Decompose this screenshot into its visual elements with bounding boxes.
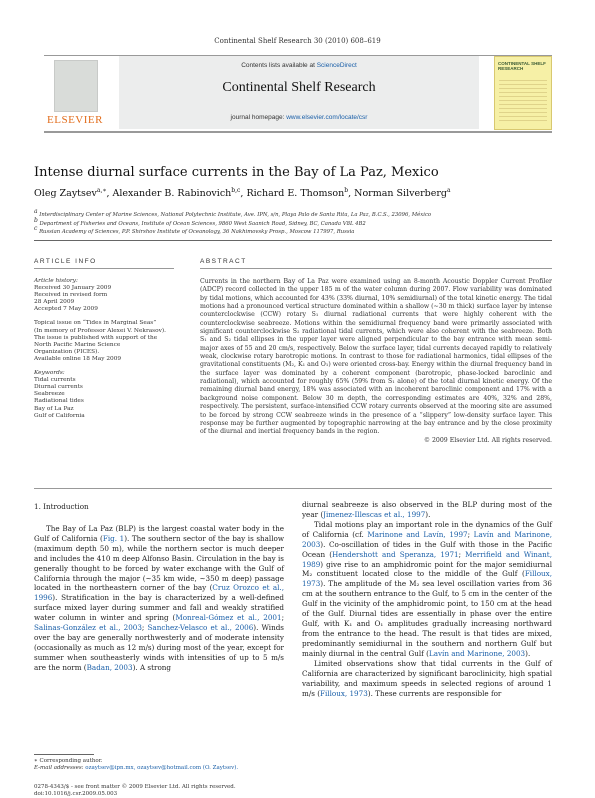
reference-link[interactable]: Lavín and Marinone, 2003 [302, 529, 552, 549]
topical-line: Organization (PICES). [34, 348, 100, 355]
author-name: Norman Silverberg [354, 188, 447, 200]
keyword: Diurnal currents [34, 384, 83, 391]
body-column-right [302, 500, 552, 698]
divider [34, 240, 552, 241]
journal-cover [494, 56, 552, 130]
reference-link[interactable]: Filloux, 1973 [302, 569, 552, 589]
reference-link[interactable]: Badan, 2003 [86, 662, 133, 672]
keyword: Gulf of California [34, 412, 85, 419]
journal-reference: Continental Shelf Research 30 (2010) 608–619 [214, 37, 381, 45]
history-line: Received 30 January 2009 [34, 285, 112, 292]
body-column-left [34, 500, 284, 673]
reference-link[interactable]: Monreal-Gómez et al., 2001 [175, 613, 282, 623]
contents-line [119, 62, 479, 69]
abstract-text: Currents in the northern Bay of La Paz were examined using an 8-month Acoustic Doppler Current Profiler (ADCP) record collected in the upper 185 m of the water column during 2007. Flow variability was dominated by tidal motions, which accounted for 43% (33% diurnal, 10% semidiurnal) of the total kinetic energy. The tidal motions had a pronounced vertical structure dominated within a shallow (~30 m thick) surface layer by intense counterclockwise (CCW) rotary S₁ diurnal radiational currents that were highly coherent with the counterclockwise seabreeze. Motions within the semidiurnal frequency band were primarily associated with significant counterclockwise S₂ radiational tidal currents, which were also coherent with the seabreeze. Both S₁ and S₂ tidal ellipses in the upper layer were aligned perpendicular to the bay entrance with mean semi-major axes of 55 and 20 cm/s, respectively. Below the surface layer, tidal currents decayed rapidly to relatively weak, clockwise rotary barotropic motions. In contrast to those for radiational harmonics, tidal ellipses of the gravitational constituents (M₂, K₁ and O₁) were oriented cross-bay. Energy within the diurnal frequency band in the surface layer was dominated by a coherent component (barotropic, phase-locked baroclinic and radiational), which accounted for roughly 65% (59% from S₁ alone) of the total diurnal kinetic energy. Of the remaining diurnal band energy, 18% was associated with an incoherent baroclinic component and 17% with a background noise component. Below 30 m depth, the corresponding estimates are 40%, 32% and 28%, respectively. The persistent, surface-intensified CCW rotary currents observed at the mooring site are assumed to be forced by strong CCW seabreeze winds in the presence of a “slippery” low-density surface layer. This response may be further augmented by topographic narrowing at the bay entrance and by the close proximity of the diurnal and inertial frequency bands in the region. [200, 278, 552, 436]
author-affiliation-mark: a,∗ [96, 187, 107, 194]
reference-link[interactable]: Lavín and Marinone, 2003 [428, 648, 526, 658]
header-center [119, 56, 479, 129]
author-list: Oleg Zaytsev$^{a,∗}$, Alexander B. Rabinovich$^{b,c}$, Richard E. Thomson$^b$, Norman Silverberg$^a$ [34, 187, 451, 200]
topical-line: (In memory of Professor Alexei V. Nekrasov). [34, 327, 167, 334]
homepage-line [119, 114, 479, 121]
affiliation-c: $^c$ Russian Academy of Sciences, P.P. Shirshov Institute of Oceanology, 36 Nakhimovsky Prosp., Moscow 117997, Russia [34, 225, 355, 235]
reference-link[interactable]: Filloux, 1973 [320, 688, 368, 698]
footnote-divider [34, 754, 94, 755]
topical-line: The issue is published with support of the [34, 334, 158, 341]
article-info [34, 278, 174, 420]
doi-line [34, 791, 284, 798]
keywords-label: Keywords: [34, 370, 65, 377]
paragraph: diurnal seabreeze is also observed in the BLP during most of the year (Jimenez-Illescas et al., 1997). [302, 500, 552, 519]
author-affiliation-mark: a [446, 187, 451, 194]
reference-link[interactable]: Fig. 1 [102, 533, 125, 543]
topical-line: Topical issue on “Tides in Marginal Seas” [34, 320, 157, 327]
reference-link[interactable]: Marinone and Lavín, 1997 [367, 529, 468, 539]
article-info-heading: ARTICLE INFO [34, 258, 97, 265]
keyword: Seabreeze [34, 391, 65, 398]
divider [34, 488, 552, 489]
email-line: E-mail addresses: ozaytsev@ipn.mx, ozaytsev@hotmail.com (O. Zaytsev). [34, 765, 239, 771]
email-link[interactable]: ozaytsev@ipn.mx, ozaytsev@hotmail.com (O. Zaytsev). [85, 765, 239, 771]
divider [200, 268, 552, 269]
elsevier-tree-icon [54, 60, 98, 112]
cover-decoration [499, 77, 547, 121]
corresponding-author: ∗ Corresponding author. [34, 758, 103, 764]
abstract [200, 278, 552, 445]
author-name: Oleg Zaytsev [34, 188, 97, 200]
homepage-link[interactable]: www.elsevier.com/locate/csr [286, 114, 368, 121]
homepage-prefix: journal homepage: [230, 114, 287, 121]
keyword: Bay of La Paz [34, 405, 74, 412]
reference-link[interactable]: Hendershott and Speranza, 1971 [332, 549, 459, 559]
reference-link[interactable]: Sanchez-Velasco et al., 2006 [147, 623, 254, 633]
author-name: Alexander B. Rabinovich [112, 188, 232, 200]
cover-title: CONTINENTAL SHELF RESEARCH [498, 61, 546, 71]
divider [34, 268, 174, 269]
footnotes [34, 758, 284, 772]
history-line: Received in revised form [34, 292, 108, 299]
paragraph: Tidal motions play an important role in the dynamics of the Gulf of California (cf. Marinone and Lavín, 1997; Lavín and Marinone, 2003). Co-oscillation of tides in the Gulf with those in the Pacific Ocean (Hendershott and Speranza, 1971; Merrifield and Winant, 1989) give rise to an amphidromic point for the major semidiurnal M₂ constituent located close to the middle of the Gulf (Filloux, 1973). The amplitude of the M₂ sea level oscillation varies from 36 cm at the southern entrance to the Gulf, to 5 cm in the center of the Gulf in the vicinity of the amphidromic point, to 150 cm at the head of the Gulf. Diurnal tides are essentially in phase over the entire Gulf, with K₁ and O₁ amplitudes gradually increasing northward from the entrance to the head. The result is that tides are mixed, predominantly semidiurnal in the southern and northern Gulf but mainly diurnal in the central Gulf (Lavín and Marinone, 2003). [302, 519, 552, 658]
keyword: Tidal currents [34, 377, 76, 384]
history-label: Article history: [34, 278, 78, 284]
paragraph: The Bay of La Paz (BLP) is the largest coastal water body in the Gulf of California (Fig. 1). The southern sector of the bay is shallow (maximum depth 50 m), while the northern sector is much deeper and includes the 410 m deep Alfonso Basin. Circulation in the bay is generally thought to be forced by water exchange with the Gulf of California through the major (~35 km wide, ~350 m deep) passage located in the northeastern corner of the bay (Cruz Orozco et al., 1996). Stratification in the bay is characterized by a well-defined surface mixed layer during summer and fall and weakly stratified water column in winter and spring (Monreal-Gómez et al., 2001; Salinas-González et al., 2003; Sanchez-Velasco et al., 2006). Winds over the bay are generally northwesterly and of moderate intensity (occasionally as much as 12 m/s) during most of the year, except for summer when southeasterly winds with intensities of up to 5 m/s are the norm (Badan, 2003). A strong [34, 523, 285, 672]
topical-line: North Pacific Marine Science [34, 341, 121, 348]
history-line: 28 April 2009 [34, 299, 75, 306]
issn-line: 0278-4343/$ - see front matter © 2009 Elsevier Ltd. All rights reserved. [34, 784, 236, 790]
section-heading: 1. Introduction [34, 502, 89, 511]
publisher-name: ELSEVIER [47, 114, 103, 126]
contents-prefix: Contents lists available at [241, 62, 317, 69]
journal-header [44, 55, 552, 133]
reference-link[interactable]: Salinas-González et al., 2003 [34, 623, 142, 633]
doi-link[interactable]: doi:10.1016/j.csr.2009.05.003 [34, 791, 118, 797]
history-line: Accepted 7 May 2009 [34, 306, 98, 313]
affiliation-b: $^b$ Department of Fisheries and Oceans, Institute of Ocean Sciences, 9860 West Saanich Road, Sidney, BC, Canada V8L 4B2 [34, 217, 366, 227]
author-affiliation-mark: b [344, 187, 349, 194]
reference-link[interactable]: Jimenez-Illescas et al., 1997 [323, 509, 426, 519]
reference-link[interactable]: Cruz Orozco et al., 1996 [34, 583, 284, 603]
abstract-heading: ABSTRACT [200, 258, 247, 265]
keyword: Radiational tides [34, 398, 84, 405]
sciencedirect-link[interactable]: ScienceDirect [316, 62, 357, 69]
article-title: Intense diurnal surface currents in the Bay of La Paz, Mexico [34, 165, 439, 180]
elsevier-logo [44, 56, 106, 129]
affiliation-a: $^a$ Interdisciplinary Center of Marine Sciences, National Polytechnic Institute, Ave. IPN, s/n, Playa Palo de Santa Rita, La Paz, B.C.S., 23096, México [34, 208, 432, 218]
copyright: © 2009 Elsevier Ltd. All rights reserved. [423, 436, 552, 444]
topical-line: Available online 18 May 2009 [34, 355, 122, 362]
footer-info [34, 784, 284, 798]
author-name: Richard E. Thomson [246, 188, 345, 200]
author-affiliation-mark: b,c [231, 187, 241, 194]
journal-title: Continental Shelf Research [222, 80, 376, 95]
reference-link[interactable]: Merrifield and Winant, 1989 [302, 549, 552, 569]
paragraph: Limited observations show that tidal currents in the Gulf of California are characterized by significant baroclinicity, high spatial variability, and maximum speeds in selected regions of around 1 m/s (Filloux, 1973). These currents are responsible for [302, 658, 552, 698]
